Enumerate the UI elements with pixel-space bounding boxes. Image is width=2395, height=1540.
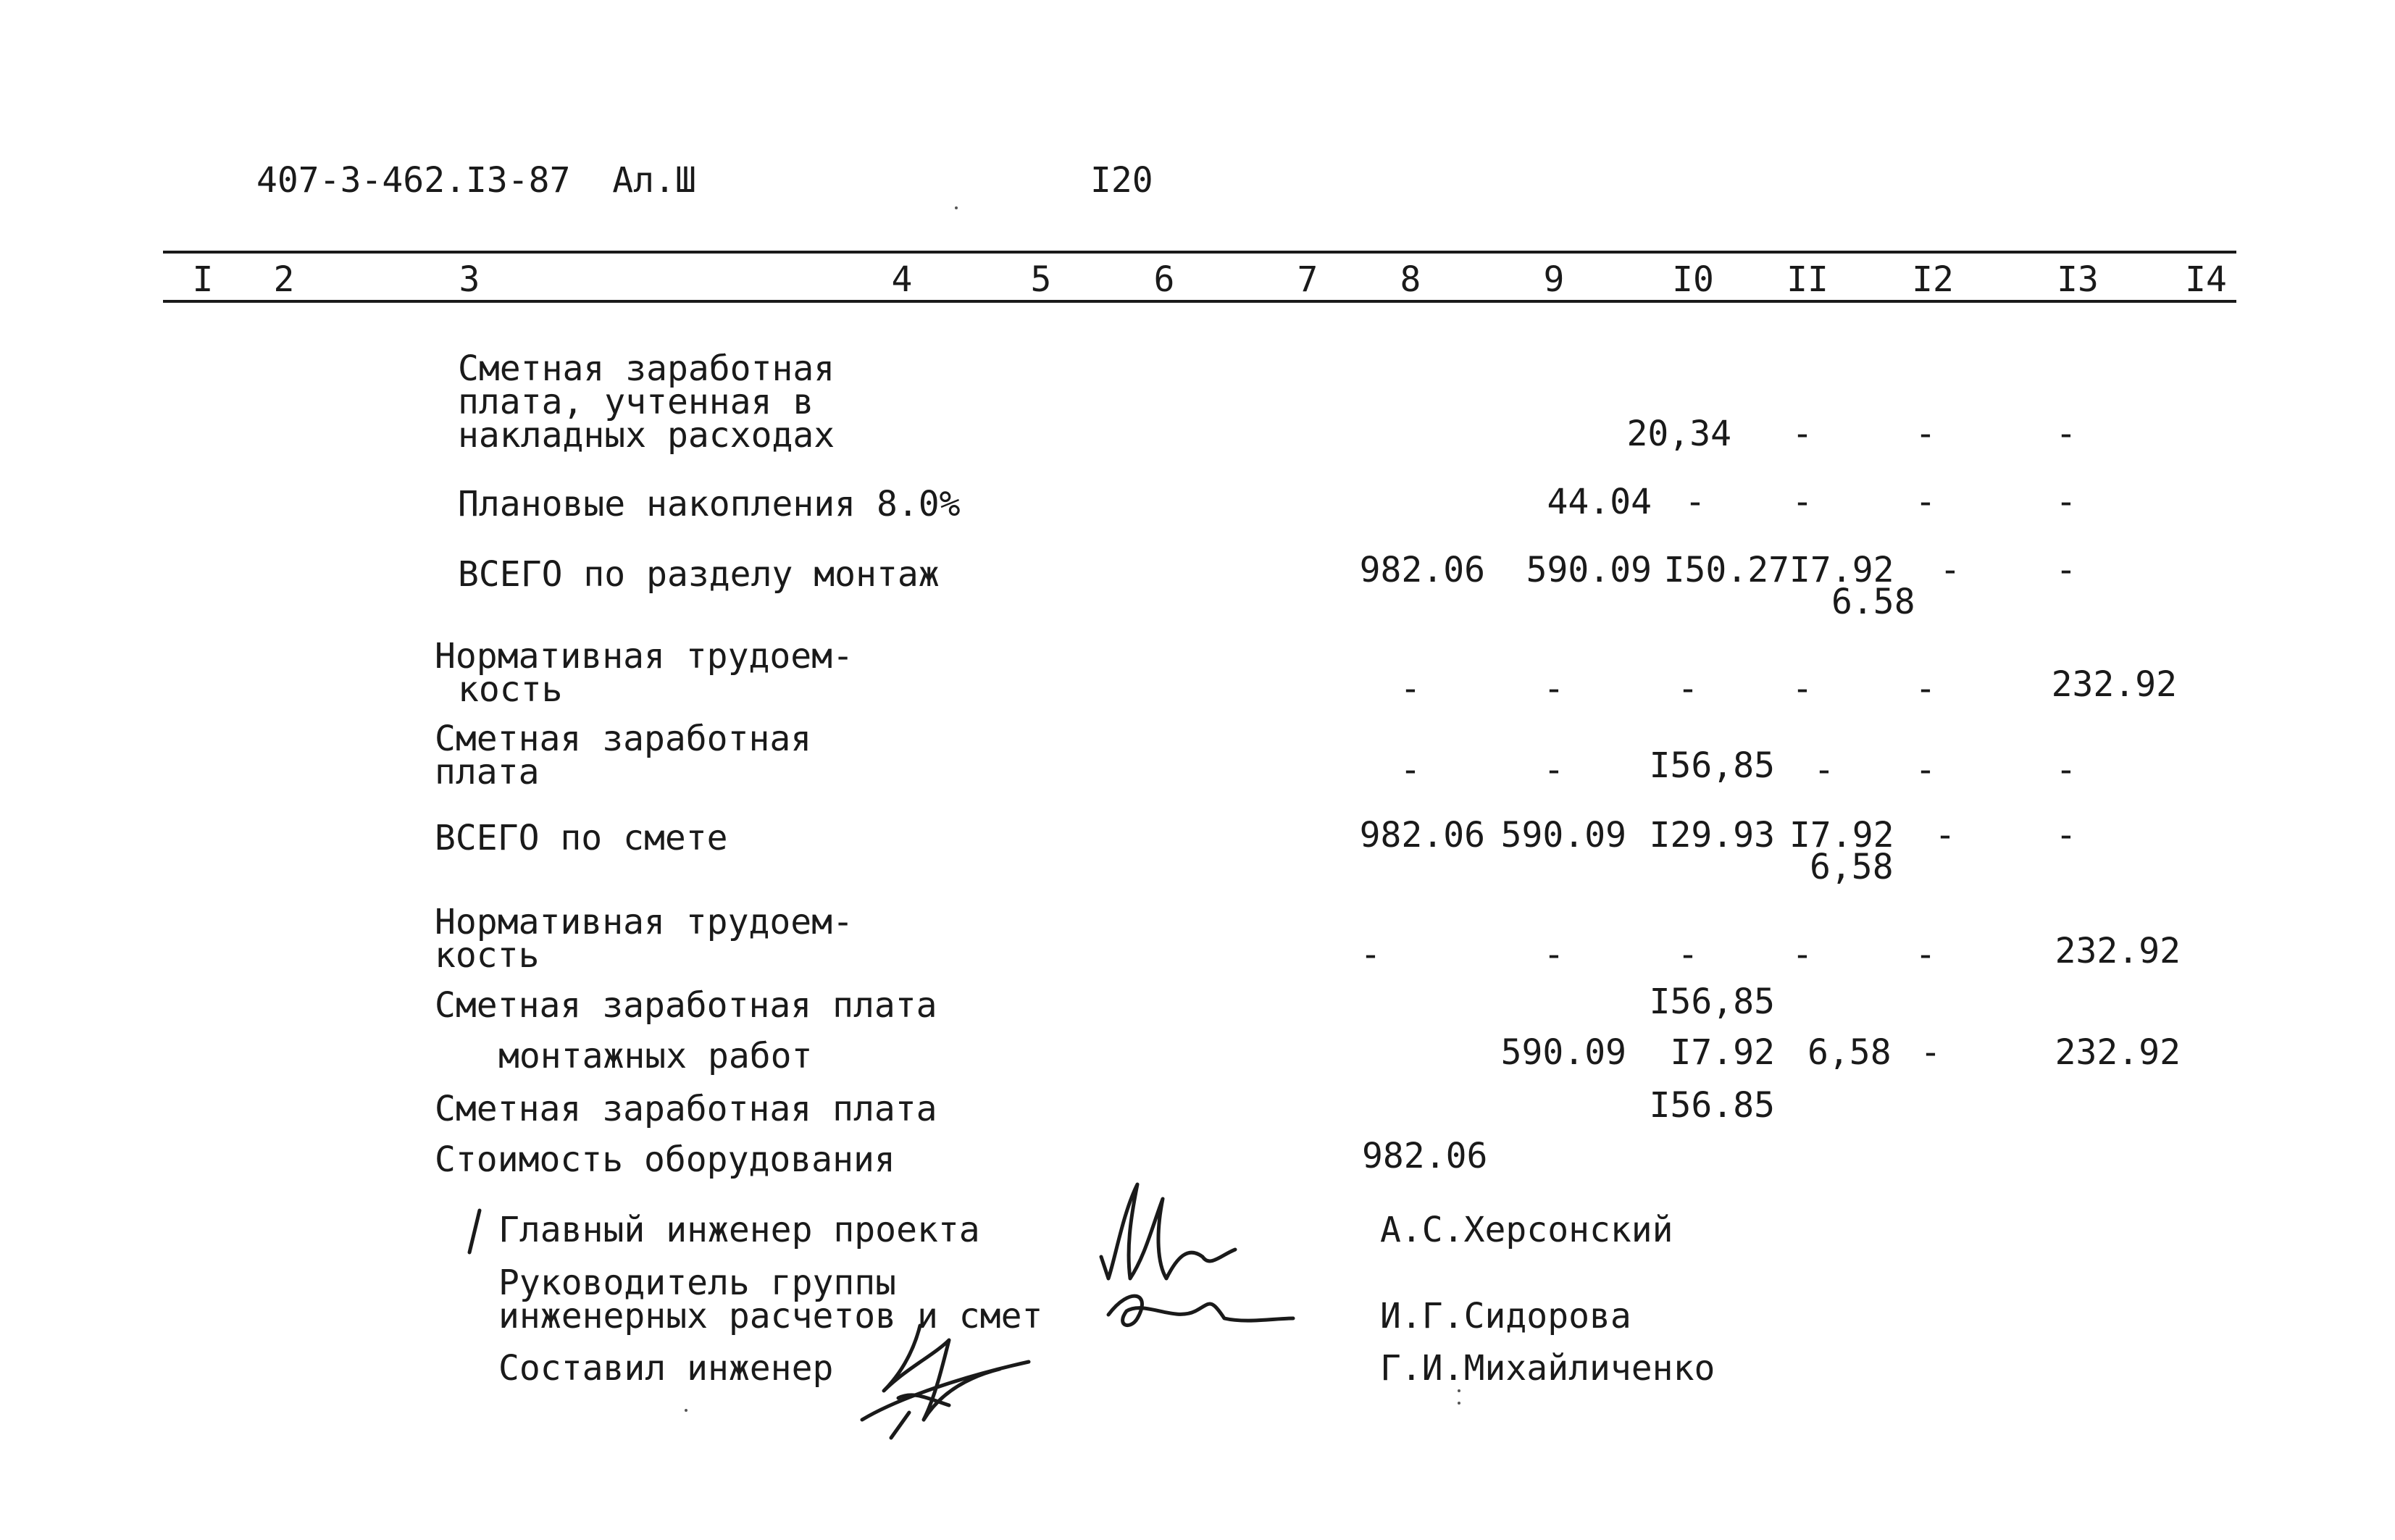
row-label: Стоимость оборудования (435, 1139, 895, 1180)
column-header: 9 (1543, 259, 1565, 300)
column-header: I (192, 259, 214, 300)
slash-mark-icon (464, 1206, 485, 1257)
row-label: Плановые накопления 8.0% (458, 484, 961, 524)
cell-col11-secondary: 6.58 (1831, 582, 1915, 622)
cell-col11: I7.92 (1789, 550, 1894, 590)
cell-col8: 982.06 (1359, 815, 1485, 855)
handwritten-signature-icon (855, 1311, 1058, 1441)
cell-col9: 590.09 (1500, 815, 1626, 855)
scan-speck (955, 206, 958, 209)
cell-col11: I7.92 (1789, 815, 1894, 855)
cell-col11: 6,58 (1807, 1032, 1892, 1073)
cell-col9: - (1543, 669, 1565, 709)
cell-col8: - (1360, 934, 1382, 975)
cell-col11-secondary: 6,58 (1810, 847, 1894, 887)
table-header-top-rule (163, 251, 2236, 254)
cell-col8: - (1400, 750, 1421, 790)
cell-col12: - (1915, 669, 1936, 709)
cell-col12: - (1915, 750, 1936, 790)
cell-col13: - (2055, 550, 2077, 590)
signature-name: Г.И.Михайличенко (1380, 1348, 1715, 1389)
signature-role-line: Руководитель группы (498, 1263, 897, 1303)
cell-col13: 232.92 (2055, 1032, 2181, 1073)
row-label-line: плата (435, 752, 540, 792)
row-label-line: Сметная заработная (435, 719, 812, 759)
column-header: 7 (1297, 259, 1318, 300)
cell-col12: - (1934, 815, 1956, 855)
row-label-line: плата, учтенная в (458, 382, 814, 422)
cell-col10: I29.93 (1649, 815, 1775, 855)
cell-col10: - (1684, 482, 1706, 522)
cell-col11: - (1792, 934, 1813, 975)
cell-col10: I56.85 (1649, 1085, 1775, 1126)
cell-col8: - (1400, 669, 1421, 709)
cell-col8: 982.06 (1362, 1136, 1488, 1176)
document-code: 407-3-462.I3-87 Ал.Ш (256, 160, 696, 201)
row-label: монтажных работ (498, 1036, 813, 1076)
cell-col12: - (1915, 414, 1936, 454)
scan-speck (1458, 1389, 1460, 1392)
cell-col13: 232.92 (2055, 931, 2181, 971)
row-label: ВСЕГО по разделу монтаж (458, 554, 940, 595)
cell-col12: - (1939, 550, 1961, 590)
cell-col11: - (1792, 669, 1813, 709)
cell-col12: - (1915, 482, 1936, 522)
cell-col11: - (1792, 482, 1813, 522)
cell-col9: - (1543, 934, 1565, 975)
cell-col10: I56,85 (1649, 745, 1775, 786)
cell-col10: I50.27 (1663, 550, 1789, 590)
cell-col9: 590.09 (1526, 550, 1652, 590)
cell-col12: - (1915, 934, 1936, 975)
cell-col10: I56,85 (1649, 982, 1775, 1022)
column-header: 5 (1030, 259, 1052, 300)
column-header: 3 (459, 259, 480, 300)
handwritten-signature-icon (1087, 1170, 1297, 1336)
row-label-line: Сметная заработная (458, 348, 835, 389)
cell-col12: - (1920, 1032, 1942, 1073)
signature-role-line: инженерных расчетов и смет (498, 1296, 1043, 1336)
cell-col10: I7.92 (1670, 1032, 1775, 1073)
cell-col9: 44.04 (1547, 482, 1652, 522)
cell-col13: - (2055, 750, 2077, 790)
column-header: I0 (1672, 259, 1714, 300)
column-header: 6 (1153, 259, 1175, 300)
cell-col10: 20,34 (1626, 414, 1731, 454)
row-label: Сметная заработная плата (435, 985, 937, 1026)
cell-col11: - (1813, 750, 1835, 790)
column-header: II (1786, 259, 1828, 300)
cell-col9: 590.09 (1500, 1032, 1626, 1073)
cell-col13: - (2055, 482, 2077, 522)
column-header: I3 (2057, 259, 2099, 300)
column-header: 8 (1400, 259, 1421, 300)
scan-speck (1458, 1402, 1460, 1405)
scan-speck (685, 1409, 687, 1412)
page-number: I20 (1090, 160, 1153, 201)
signature-role: Главный инженер проекта (498, 1210, 980, 1250)
row-label: ВСЕГО по смете (435, 818, 728, 858)
cell-col13: - (2055, 815, 2077, 855)
cell-col13: - (2055, 414, 2077, 454)
cell-col13: 232.92 (2051, 664, 2177, 705)
cell-col8: 982.06 (1359, 550, 1485, 590)
cell-col9: - (1543, 750, 1565, 790)
row-label: Сметная заработная плата (435, 1089, 937, 1129)
signature-name: И.Г.Сидорова (1380, 1296, 1631, 1336)
cell-col10: - (1677, 934, 1699, 975)
row-label-line: Нормативная трудоем- (435, 636, 853, 677)
signature-role: Составил инженер (498, 1348, 834, 1389)
row-label-line: накладных расходах (458, 415, 835, 456)
column-header: I2 (1912, 259, 1954, 300)
row-label-line: кость (458, 669, 563, 710)
table-header-bottom-rule (163, 300, 2236, 303)
column-header: I4 (2185, 259, 2227, 300)
cell-col10: - (1677, 669, 1699, 709)
row-label-line: Нормативная трудоем- (435, 902, 853, 942)
column-header: 2 (273, 259, 295, 300)
cell-col11: - (1792, 414, 1813, 454)
column-header: 4 (891, 259, 913, 300)
row-label-line: кость (435, 935, 540, 976)
signature-name: А.С.Херсонский (1380, 1210, 1673, 1250)
